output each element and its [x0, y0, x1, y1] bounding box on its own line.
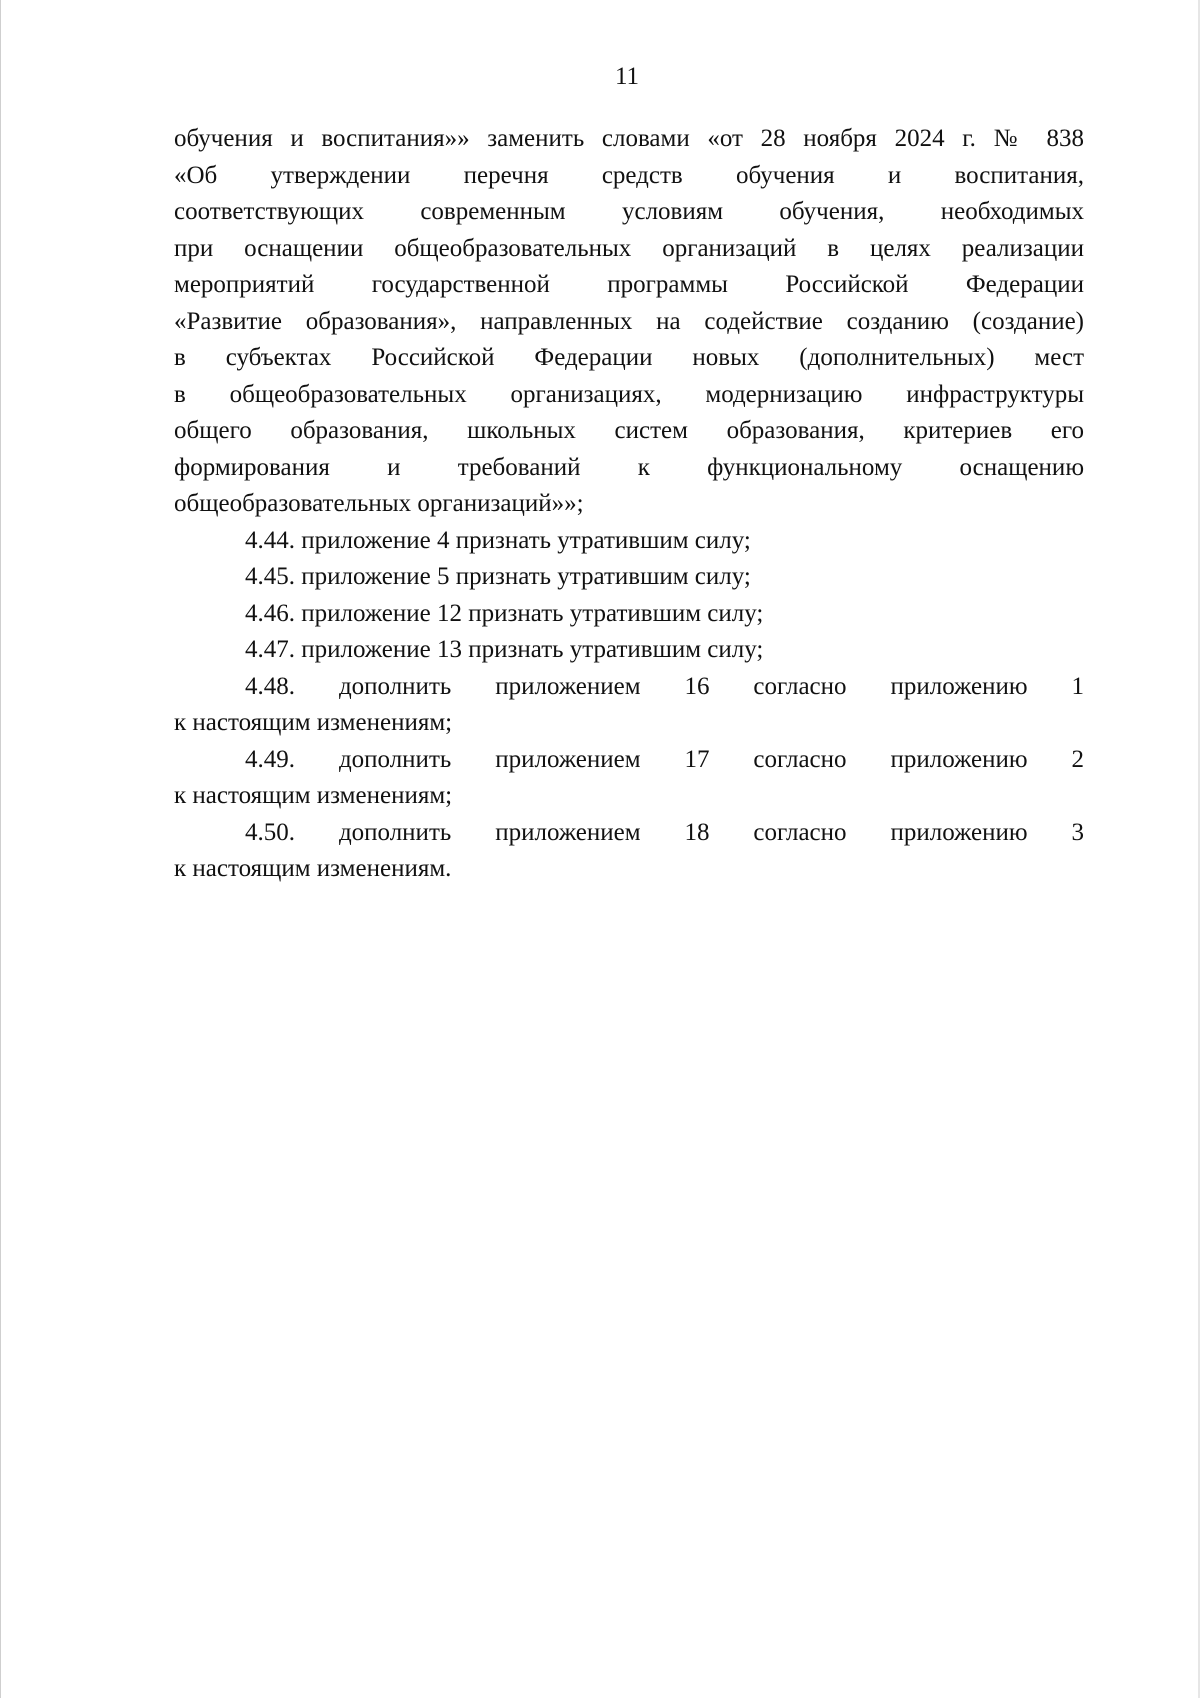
- item-4-50-line-1: 4.50. дополнить приложением 18 согласно приложению 3: [245, 818, 1084, 846]
- item-4-46: 4.46. приложение 12 признать утратившим силу;: [245, 599, 764, 627]
- intro-line-3: соответствующих современным условиям обучения, необходимых: [174, 198, 1084, 225]
- item-4-48-line-1: 4.48. дополнить приложением 16 согласно приложению 1: [245, 672, 1084, 700]
- item-4-50-line-2: к настоящим изменениям.: [174, 855, 452, 882]
- intro-paragraph: [174, 121, 1084, 523]
- page-number: 11: [614, 63, 640, 90]
- item-4-47: 4.47. приложение 13 признать утратившим силу;: [245, 636, 764, 663]
- item-4-45: 4.45. приложение 5 признать утратившим силу;: [245, 563, 751, 590]
- intro-line-11: общеобразовательных организаций»»;: [174, 490, 584, 517]
- item-4-49-line-1: 4.49. дополнить приложением 17 согласно приложению 2: [245, 745, 1084, 773]
- intro-line-8: в общеобразовательных организациях, модернизацию инфраструктуры: [174, 380, 1084, 408]
- document-body: [174, 121, 1084, 888]
- item-4-44: 4.44. приложение 4 признать утратившим силу;: [245, 526, 751, 554]
- intro-line-4: при оснащении общеобразовательных организаций в целях реализации: [174, 234, 1084, 262]
- intro-line-6: «Развитие образования», направленных на содействие созданию (создание): [174, 307, 1084, 335]
- item-4-49-line-2: к настоящим изменениям;: [174, 782, 453, 809]
- intro-line-7: в субъектах Российской Федерации новых (дополнительных) мест: [174, 344, 1084, 371]
- intro-line-9: общего образования, школьных систем образования, критериев его: [174, 417, 1084, 444]
- intro-line-5: мероприятий государственной программы Российской Федерации: [174, 271, 1084, 298]
- item-4-50: [174, 815, 1084, 888]
- item-4-48-line-2: к настоящим изменениям;: [174, 709, 453, 736]
- intro-line-2: «Об утверждении перечня средств обучения и воспитания,: [174, 161, 1084, 189]
- item-4-49: [174, 742, 1084, 815]
- intro-line-10: формирования и требований к функциональному оснащению: [174, 453, 1084, 481]
- item-4-48: [174, 669, 1084, 742]
- intro-line-1: обучения и воспитания»» заменить словами «от 28 ноября 2024 г. № 838: [174, 125, 1084, 152]
